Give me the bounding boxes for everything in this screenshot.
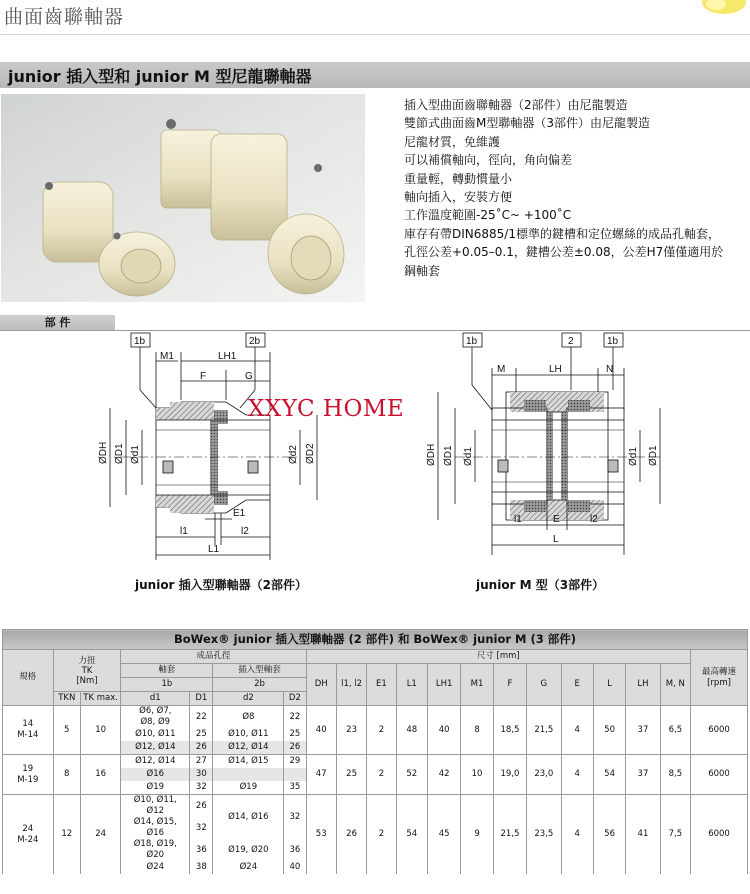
cell-d1 (121, 755, 190, 769)
parts-label: 部 件 (44, 316, 71, 329)
col-L: L (593, 664, 625, 706)
cell-tkn: 5 (53, 706, 80, 755)
dim-label: ØD1 (443, 445, 454, 466)
table-title: BoWex® junior 插入型聯軸器 (2 部件) 和 BoWex® junior M (3 部件) (3, 630, 748, 650)
cell-D1: 32 (190, 781, 213, 795)
cell-lh1: 42 (427, 755, 460, 795)
drawing-caption-insert: junior 插入型聯軸器（2部件） (135, 578, 308, 592)
col-hub-code: 1b (121, 678, 213, 692)
col-D2: D2 (284, 692, 306, 706)
bore-value: Ø12, Ø14 (135, 756, 176, 766)
dim-label: l1 (180, 526, 188, 537)
cell-d1 (121, 861, 190, 874)
cell-D2: 22 (284, 706, 306, 729)
dim-label: L (553, 534, 559, 545)
size-label: M-14 (17, 730, 39, 740)
cell-tkmax: 24 (80, 795, 120, 875)
cell-g: 23,0 (527, 755, 561, 795)
cell-l1l2: 26 (336, 795, 366, 875)
col-size: 規格 (3, 650, 54, 706)
bore-value: Ø14, Ø15, (133, 817, 177, 827)
cell-D1: 26 (190, 741, 213, 755)
dim-label: l1 (514, 514, 522, 525)
dim-label: Ød1 (130, 445, 141, 464)
cell-lh1: 40 (427, 706, 460, 755)
feature-line: 軸向插入，安裝方便 (404, 190, 513, 205)
col-hub: 軸套 (121, 664, 213, 678)
cell-lh: 37 (626, 706, 660, 755)
table-row (3, 755, 748, 769)
cell-d1 (121, 728, 190, 741)
bore-value: Ø10, Ø11 (135, 729, 176, 739)
corner-logo-icon (686, 0, 750, 22)
size-label: 24 (22, 823, 34, 834)
cell-D1: 27 (190, 755, 213, 769)
cell-d2: Ø10, Ø11 (213, 728, 284, 741)
bore-value: Ø16 (146, 769, 165, 779)
cell-d1 (121, 839, 190, 861)
cell-D1: 32 (190, 817, 213, 839)
cell-f: 19,0 (493, 755, 526, 795)
dim-label: Ød1 (628, 447, 639, 466)
col-l1l2: l1, l2 (336, 664, 366, 706)
cell-d2: Ø14, Ø16 (213, 795, 284, 840)
cell-D2: 32 (284, 795, 306, 840)
dim-label: E (553, 514, 560, 525)
cell-e1: 2 (367, 706, 396, 755)
col-e1: E1 (367, 664, 396, 706)
cell-e: 4 (561, 755, 593, 795)
cell-speed: 6000 (691, 706, 748, 755)
cell-d2: Ø8 (213, 706, 284, 729)
cell-D2: 40 (284, 861, 306, 874)
bore-value: Ø12 (146, 806, 165, 816)
col-d1: d1 (121, 692, 190, 706)
cell-dh: 40 (306, 706, 336, 755)
cell-f: 21,5 (493, 795, 526, 875)
cell-L: 50 (593, 706, 625, 755)
col-torque-symbol: TK (81, 665, 93, 676)
cell-l1l2: 23 (336, 706, 366, 755)
cell-d2: Ø19, Ø20 (213, 839, 284, 861)
dim-label: l2 (241, 526, 249, 537)
col-torque-unit: [Nm] (76, 675, 98, 686)
cell-D1: 25 (190, 728, 213, 741)
cell-L: 54 (593, 755, 625, 795)
cell-mn: 7,5 (660, 795, 690, 875)
dim-label: ØDH (426, 443, 437, 466)
feature-line: 插入型曲面齒聯軸器（2部件）由尼龍製造 (404, 98, 628, 112)
cell-speed: 6000 (691, 755, 748, 795)
cell-d2: Ø19 (213, 781, 284, 795)
col-f: F (493, 664, 526, 706)
feature-line: 工作溫度範圍-25˚C~ +100˚C (404, 208, 572, 223)
feature-line: 重量輕，轉動慣量小 (404, 171, 513, 186)
feature-line: 孔徑公差+0.05–0.1，鍵槽公差±0.08，公差H7僅僅適用於 (404, 245, 724, 260)
dim-label: N (606, 364, 614, 375)
dim-label: LH (549, 364, 562, 375)
cell-D2: 29 (284, 755, 306, 769)
cell-D2 (284, 768, 306, 781)
cell-size (3, 706, 54, 755)
col-lh: LH (626, 664, 660, 706)
cell-d2: Ø14, Ø15 (213, 755, 284, 769)
cell-speed: 6000 (691, 795, 748, 875)
col-m1: M1 (461, 664, 493, 706)
cell-tkn: 12 (53, 795, 80, 875)
feature-list (404, 96, 749, 280)
cell-L1: 52 (396, 755, 427, 795)
dim-label: G (245, 371, 253, 382)
col-torque (53, 650, 121, 692)
bore-value: Ø19 (146, 782, 165, 792)
col-tkmax: TK max. (80, 692, 120, 706)
cell-D1: 36 (190, 839, 213, 861)
page-title: 曲面齒聯軸器 (4, 6, 125, 28)
cell-d1 (121, 781, 190, 795)
cell-size (3, 795, 54, 875)
col-bore: 成品孔徑 (121, 650, 306, 664)
dim-label: ØD1 (114, 443, 125, 464)
dim-label: F (200, 371, 207, 382)
dim-label: Ød1 (463, 447, 474, 466)
cell-D1: 26 (190, 795, 213, 818)
cell-lh: 41 (626, 795, 660, 875)
spec-table-body (3, 706, 748, 875)
dim-label: LH1 (218, 351, 237, 362)
drawing-caption-m: junior M 型（3部件） (476, 578, 605, 592)
cell-g: 21,5 (527, 706, 561, 755)
col-speed (691, 650, 748, 706)
feature-line: 尼龍材質，免維護 (404, 134, 501, 149)
cell-d1 (121, 741, 190, 755)
cell-lh1: 45 (427, 795, 460, 875)
cell-m1: 9 (461, 795, 493, 875)
col-g: G (527, 664, 561, 706)
cell-D2: 36 (284, 839, 306, 861)
cell-g: 23,5 (527, 795, 561, 875)
bore-value: Ø8, Ø9 (140, 717, 171, 727)
col-e: E (561, 664, 593, 706)
cell-D2: 26 (284, 741, 306, 755)
technical-drawings (0, 330, 750, 600)
cell-D1: 38 (190, 861, 213, 874)
cell-size (3, 755, 54, 795)
drawing-junior-insert (110, 333, 317, 560)
size-label: 14 (22, 719, 34, 729)
bore-value: Ø20 (146, 850, 165, 860)
cell-l1l2: 25 (336, 755, 366, 795)
drawing-tag: 2b (249, 336, 261, 347)
cell-d1 (121, 768, 190, 781)
feature-line: 庫存有帶DIN6885/1標準的鍵槽和定位螺絲的成品孔軸套， (404, 226, 720, 241)
cell-e: 4 (561, 706, 593, 755)
drawing-tag: 1b (134, 336, 146, 347)
cell-e: 4 (561, 795, 593, 875)
cell-f: 18,5 (493, 706, 526, 755)
spec-table (2, 629, 748, 874)
col-torque-label: 力扭 (78, 655, 96, 666)
cell-lh: 37 (626, 755, 660, 795)
dim-label: ØDH (98, 441, 109, 464)
dim-label: l2 (590, 514, 598, 525)
col-speed-unit: [rpm] (707, 677, 731, 688)
section-title: junior 插入型和 junior M 型尼龍聯軸器 (8, 67, 312, 86)
watermark: XXYC HOME (248, 396, 405, 422)
dim-label: M1 (160, 351, 174, 362)
bore-value: Ø10, Ø11, (133, 795, 177, 805)
col-mn: M, N (660, 664, 690, 706)
cell-D1: 30 (190, 768, 213, 781)
cell-tkn: 8 (53, 755, 80, 795)
size-label: M-19 (17, 774, 39, 785)
col-L1: L1 (396, 664, 427, 706)
cell-L1: 54 (396, 795, 427, 875)
cell-D2: 25 (284, 728, 306, 741)
cell-d2: Ø24 (213, 861, 284, 874)
cell-mn: 6,5 (660, 706, 690, 755)
col-dims: 尺寸 [mm] (306, 650, 691, 664)
bore-value: Ø18, Ø19, (133, 839, 177, 849)
drawing-tag: 1b (607, 336, 619, 347)
cell-d1 (121, 706, 190, 729)
col-lh1: LH1 (427, 664, 460, 706)
cell-d1 (121, 795, 190, 818)
feature-line: 可以補償軸向，徑向，角向偏差 (404, 153, 573, 168)
cell-e1: 2 (367, 795, 396, 875)
cell-m1: 8 (461, 706, 493, 755)
col-insert-code: 2b (213, 678, 306, 692)
bore-value: Ø6, Ø7, (139, 706, 172, 716)
cell-d2: Ø12, Ø14 (213, 741, 284, 755)
dim-label: ØD2 (305, 443, 316, 464)
cell-D2: 35 (284, 781, 306, 795)
feature-line: 雙節式曲面齒M型聯軸器（3部件）由尼龍製造 (404, 116, 650, 131)
size-label: 19 (22, 763, 34, 774)
cell-d2 (213, 768, 284, 781)
cell-tkmax: 10 (80, 706, 120, 755)
drawing-tag: 2 (568, 336, 574, 347)
dim-label: E1 (233, 508, 246, 519)
col-dh: DH (306, 664, 336, 706)
cell-m1: 10 (461, 755, 493, 795)
feature-line: 鋼軸套 (404, 263, 441, 278)
cell-tkmax: 16 (80, 755, 120, 795)
cell-dh: 47 (306, 755, 336, 795)
col-D1: D1 (190, 692, 213, 706)
cell-d1 (121, 817, 190, 839)
cell-L1: 48 (396, 706, 427, 755)
bore-value: Ø16 (146, 828, 165, 838)
col-speed-label: 最高轉速 (702, 666, 737, 677)
dim-label: ØD1 (648, 445, 659, 466)
size-label: M-24 (17, 834, 39, 845)
bore-value: Ø12, Ø14 (135, 742, 176, 752)
col-tkn: TKN (53, 692, 80, 706)
dim-label: M (497, 364, 506, 375)
col-d2: d2 (213, 692, 284, 706)
cell-dh: 53 (306, 795, 336, 875)
cell-mn: 8,5 (660, 755, 690, 795)
product-photo (1, 94, 365, 302)
cell-L: 56 (593, 795, 625, 875)
cell-e1: 2 (367, 755, 396, 795)
drawing-tag: 1b (466, 336, 478, 347)
dim-label: L1 (208, 544, 220, 555)
col-insert: 插入型軸套 (213, 664, 306, 678)
dim-label: Ød2 (288, 445, 299, 464)
bore-value: Ø24 (146, 862, 165, 872)
title-divider (0, 34, 750, 35)
cell-D1: 22 (190, 706, 213, 729)
